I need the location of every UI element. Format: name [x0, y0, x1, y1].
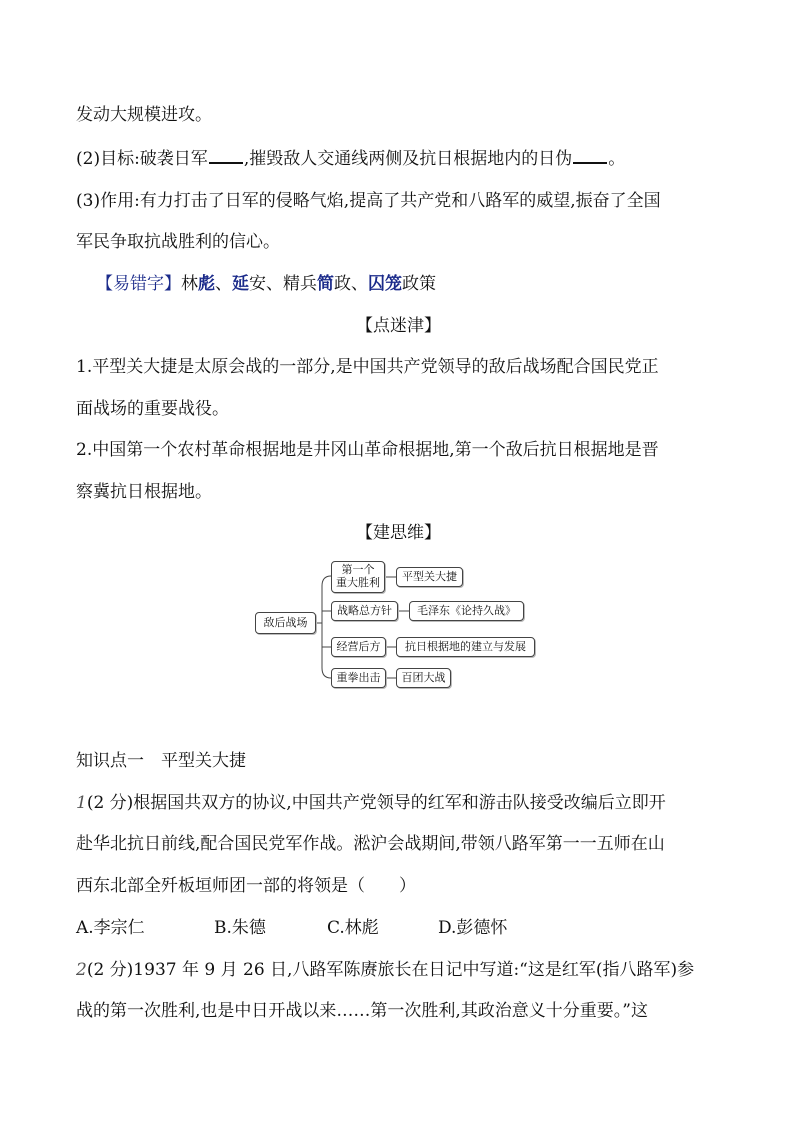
question-1-line: 赴华北抗日前线,配合国民党军作战。淞沪会战期间,带领八路军第一一五师在山	[76, 834, 665, 854]
text-segment: 安	[249, 274, 266, 294]
node-line: 重大胜利	[336, 576, 380, 589]
mindmap-root: 敌后战场	[255, 612, 316, 634]
text-segment: 政策	[402, 274, 436, 294]
mindmap-leaf-lunchijiuzhan: 毛泽东《论持久战》	[409, 601, 524, 621]
mindmap-leaf-base-areas: 抗日根据地的建立与发展	[396, 637, 535, 657]
text-line: 面战场的重要战役。	[76, 399, 229, 419]
choice-d[interactable]: D.彭德怀	[438, 918, 508, 938]
easy-wrong-label: 【易错字】	[96, 274, 181, 294]
question-2-line	[76, 962, 694, 979]
node-line: 第一个	[341, 563, 375, 577]
text-line: 2.中国第一个农村革命根据地是井冈山革命根据地,第一个敌后抗日根据地是晋	[76, 440, 659, 460]
question-1-choices	[76, 920, 507, 937]
section-heading-dianmijin: 【点迷津】	[356, 316, 441, 336]
text-segment: 、精兵	[266, 274, 317, 294]
section-heading-jiansiwei: 【建思维】	[356, 523, 441, 543]
text-line: 军民争取抗战胜利的信心。	[76, 232, 280, 252]
mindmap-branch-rear: 经营后方	[331, 637, 386, 657]
mindmap-branch-first-victory	[331, 561, 385, 593]
highlight-char: 囚笼	[368, 274, 402, 294]
knowledge-point-title: 知识点一 平型关大捷	[76, 751, 246, 771]
mindmap-leaf-pingxingguan: 平型关大捷	[396, 567, 463, 587]
text-line: 发动大规模进攻。	[76, 105, 212, 125]
choice-b[interactable]: B.朱德	[214, 918, 266, 938]
choice-a[interactable]: A.李宗仁	[76, 918, 145, 938]
question-number: 2	[76, 960, 87, 980]
text-segment: 、	[351, 274, 368, 294]
question-number: 1	[76, 793, 87, 813]
text-segment: 。	[608, 149, 626, 169]
text-segment: ,摧毁敌人交通线两侧及抗日根据地内的日伪	[243, 149, 573, 169]
text-segment: (2 分)1937 年 9 月 26 日,八路军陈赓旅长在日记中写道:“这是红军(指八路军)参	[86, 960, 695, 980]
mindmap-leaf-baituan: 百团大战	[396, 668, 451, 688]
text-line: 察冀抗日根据地。	[76, 482, 212, 502]
highlight-char: 简	[317, 274, 334, 294]
text-segment: (2 分)根据国共双方的协议,中国共产党领导的红军和游击队接受改编后立即开	[86, 793, 666, 813]
text-line: 1.平型关大捷是太原会战的一部分,是中国共产党领导的敌后战场配合国民党正	[76, 357, 659, 377]
mindmap-branch-strategy: 战略总方针	[331, 601, 398, 621]
highlight-char: 延	[232, 274, 249, 294]
highlight-char: 彪	[198, 274, 215, 294]
mindmap-branch-strike: 重拳出击	[331, 668, 386, 688]
text-segment: (2)目标:破袭日军	[76, 149, 208, 169]
text-segment: 林	[181, 274, 198, 294]
text-segment: 、	[215, 274, 232, 294]
question-2-line: 战的第一次胜利,也是中日开战以来……第一次胜利,其政治意义十分重要。”这	[76, 1001, 648, 1021]
text-line: (3)作用:有力打击了日军的侵略气焰,提高了共产党和八路军的威望,振奋了全国	[76, 191, 661, 211]
choice-c[interactable]: C.林彪	[327, 918, 379, 938]
question-1-line	[76, 795, 666, 812]
text-segment: 政	[334, 274, 351, 294]
question-1-line: 西东北部全歼板垣师团一部的将领是（ ）	[76, 876, 416, 896]
